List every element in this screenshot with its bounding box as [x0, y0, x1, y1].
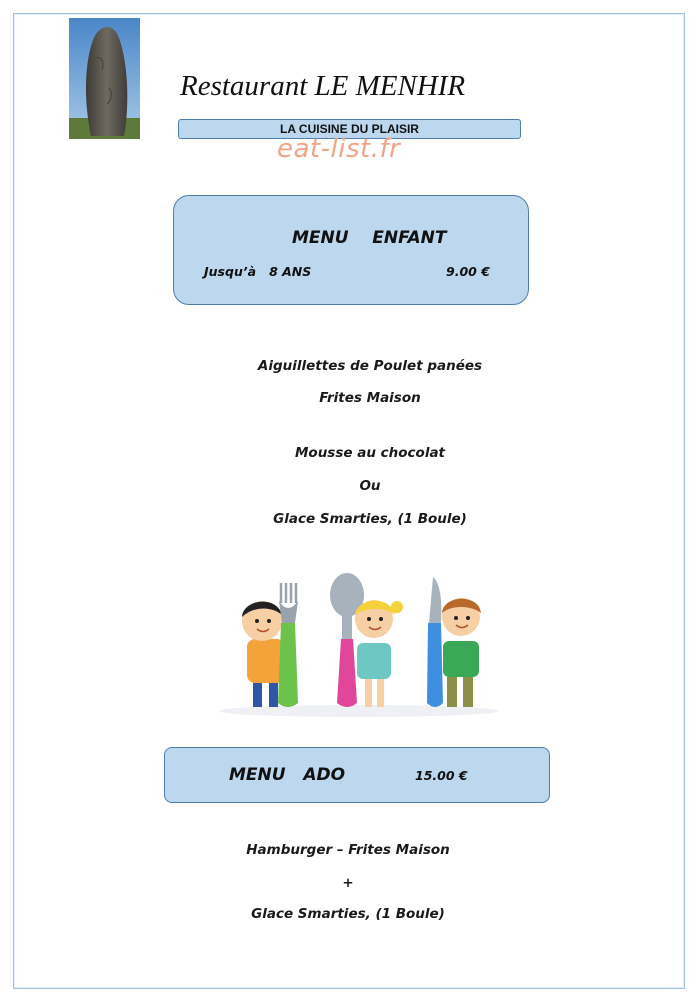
- restaurant-name: Restaurant LE MENHIR: [180, 70, 466, 102]
- menhir-photo: [69, 18, 140, 139]
- dish-item: Hamburger – Frites Maison: [246, 842, 450, 858]
- dish-separator: +: [342, 875, 354, 891]
- dessert-item: Mousse au chocolat: [294, 445, 446, 461]
- dish-item: Frites Maison: [319, 390, 421, 406]
- kids-cutlery-illustration: [207, 563, 512, 720]
- menu-ado-box: [164, 747, 550, 803]
- slogan-text: LA CUISINE DU PLAISIR: [280, 122, 419, 136]
- menu-ado-title: MENU ADO: [229, 765, 346, 785]
- watermark-text: eat-list.fr: [277, 134, 401, 164]
- dessert-separator: Ou: [359, 478, 381, 494]
- menu-enfant-price: 9.00 €: [446, 264, 490, 279]
- dessert-item: Glace Smarties, (1 Boule): [273, 511, 467, 527]
- menu-enfant-age-limit: Jusqu’à 8 ANS: [204, 264, 312, 279]
- dessert-item: Glace Smarties, (1 Boule): [251, 906, 445, 922]
- dish-item: Aiguillettes de Poulet panées: [257, 358, 483, 374]
- menu-ado-price: 15.00 €: [415, 768, 468, 783]
- menu-enfant-title: MENU ENFANT: [292, 228, 447, 248]
- menu-enfant-box: [173, 195, 529, 305]
